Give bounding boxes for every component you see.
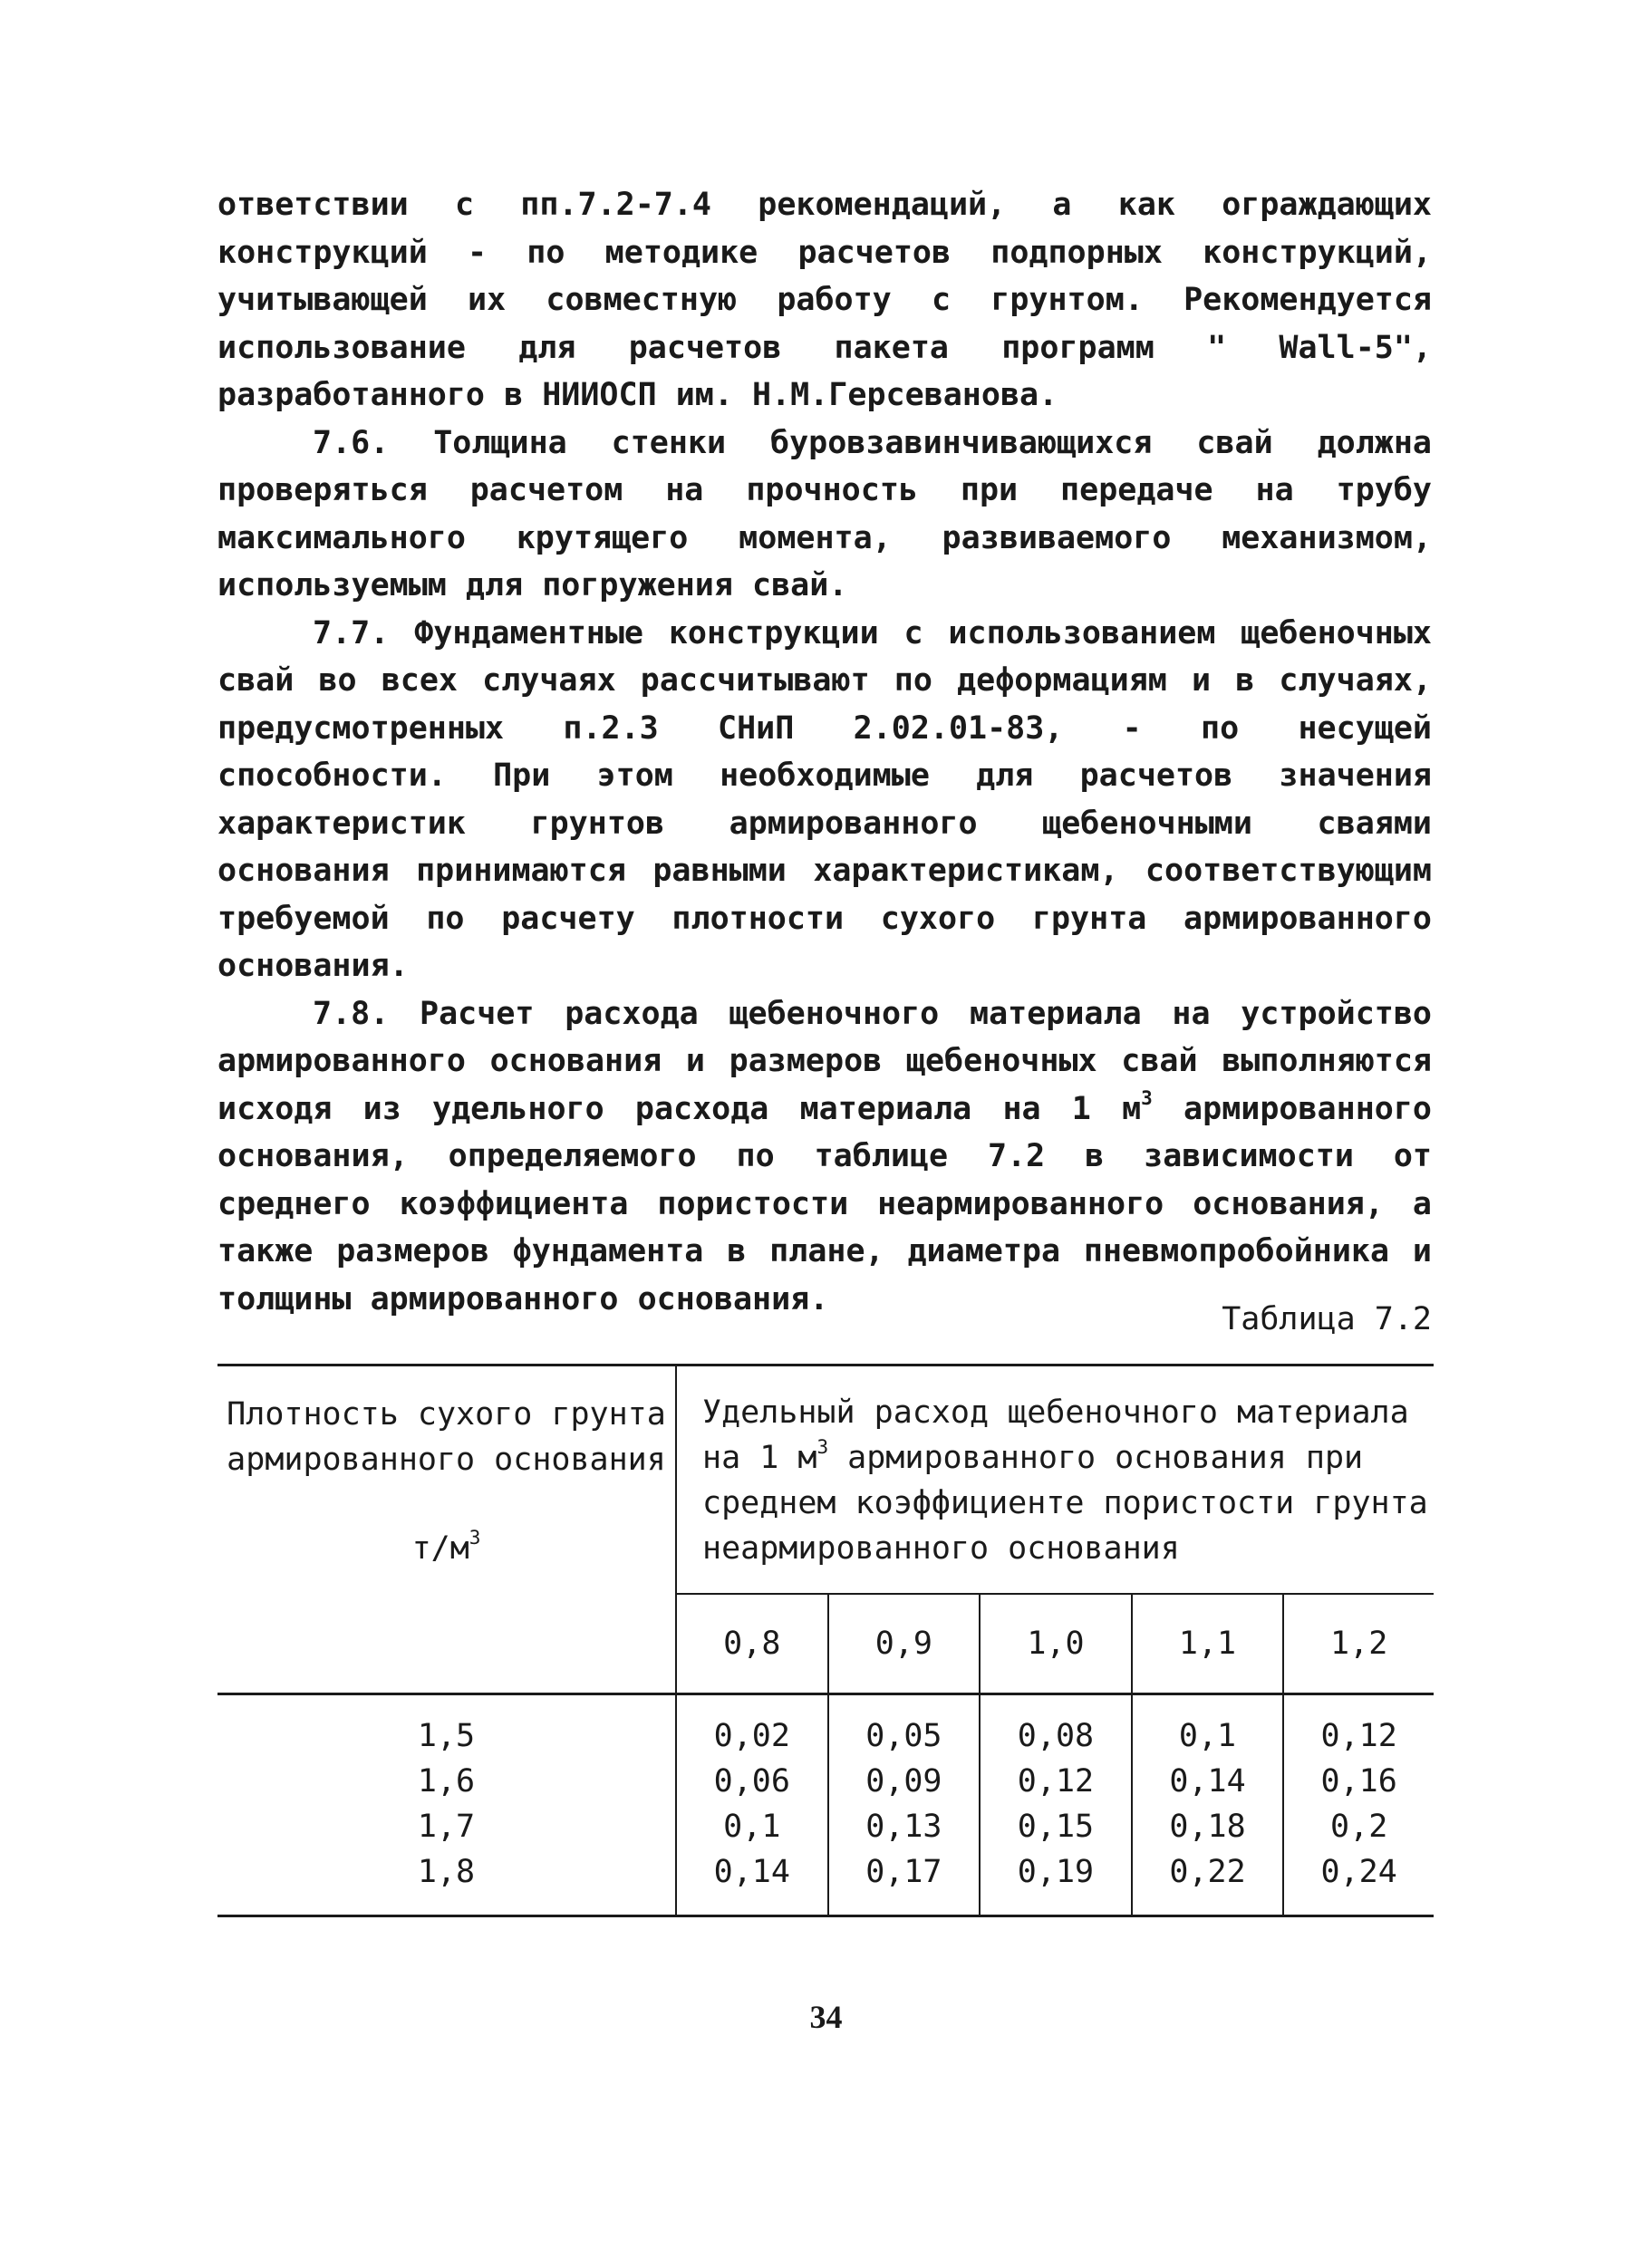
value-cell: 0,16 [1320, 1763, 1397, 1800]
value-cell: 0,1 [676, 1804, 828, 1849]
paragraph-7-8 [217, 990, 1432, 1324]
value-cell: 0,14 [1132, 1759, 1284, 1804]
paragraph-7-6: 7.6. Толщина стенки буровзавинчивающихся свай должна проверяться расчетом на прочность при передаче на трубу максимального крутящего момента, развиваемого механизмом, используемым для погружения свай. [217, 424, 1432, 603]
table-row [217, 1759, 1434, 1804]
table-row [217, 1694, 1434, 1760]
page-number: 34 [809, 1999, 843, 2035]
value-cell: 0,06 [676, 1759, 828, 1804]
value-cell: 0,1 [1132, 1694, 1284, 1760]
value-cell: 0,05 [828, 1694, 981, 1760]
value-cell: 0,12 [1320, 1718, 1397, 1754]
density-cell: 1,5 [217, 1694, 676, 1760]
value-cell: 0,08 [980, 1694, 1132, 1760]
value-cell: 0,12 [980, 1759, 1132, 1804]
value-cell: 0,17 [828, 1849, 981, 1916]
porosity-col-header: 0,9 [828, 1594, 981, 1694]
value-cell: 0,15 [980, 1804, 1132, 1849]
density-header-line-2: армированного основания [227, 1442, 666, 1478]
density-unit [217, 1526, 675, 1571]
porosity-col-header: 1,1 [1132, 1594, 1284, 1694]
consumption-header-part1: Удельный расход щебеночного материала на 1 м [702, 1394, 1409, 1476]
superscript-cubic: 3 [1141, 1086, 1153, 1109]
paragraph-continuation: ответствии с пп.7.2-7.4 рекомендаций, а как ограждающих конструкций - по методике расчетов подпорных конструкций, учитывающей их совместную работу с грунтом. Рекомендуется использование для расчетов пакета программ " Wall-5", разработанного в НИИОСП им. Н.М.Герсеванова. [217, 187, 1432, 413]
value-cell: 0,18 [1132, 1804, 1284, 1849]
density-unit-superscript: 3 [469, 1527, 481, 1549]
paragraph-7-8-part2: армированного основания, определяемого по таблице 7.2 в зависимости от среднего коэффициента пористости неармированного основания, а также размеров фундамента в плане, диаметра пневмопробойника и толщины армированного основания. [217, 1090, 1432, 1317]
table-row [217, 1804, 1434, 1849]
value-cell: 0,09 [828, 1759, 981, 1804]
porosity-col-header: 1,2 [1330, 1626, 1388, 1662]
paragraph-7-8-part1: 7.8. Расчет расхода щебеночного материала на устройство армированного основания и размеров щебеночных свай выполняются исходя из удельного расхода материала на 1 м [217, 995, 1432, 1127]
value-cell: 0,02 [676, 1694, 828, 1760]
body-text [217, 181, 1432, 1323]
density-cell: 1,6 [217, 1759, 676, 1804]
consumption-header [676, 1365, 1434, 1595]
density-header-line-1: Плотность сухого грунта [227, 1396, 666, 1433]
value-cell: 0,22 [1132, 1849, 1284, 1916]
table-caption: Таблица 7.2 [1222, 1301, 1432, 1337]
consumption-header-superscript: 3 [816, 1436, 829, 1459]
value-cell: 0,13 [828, 1804, 981, 1849]
table-row [217, 1849, 1434, 1916]
value-cell: 0,14 [676, 1849, 828, 1916]
consumption-header-part2: армированного основания при среднем коэффициенте пористости грунта неармированного основания [702, 1440, 1428, 1567]
table-header-row [217, 1365, 1434, 1595]
porosity-col-header: 0,8 [676, 1594, 828, 1694]
density-cell: 1,7 [217, 1804, 676, 1849]
value-cell: 0,24 [1320, 1854, 1397, 1890]
density-cell: 1,8 [217, 1849, 676, 1916]
value-cell: 0,2 [1330, 1809, 1388, 1845]
paragraph-7-7: 7.7. Фундаментные конструкции с использованием щебеночных свай во всех случаях рассчитывают по деформациям и в случаях, предусмотренных п.2.3 СНиП 2.02.01-83, - по несущей способности. При этом необходимые для расчетов значения характеристик грунтов армированного щебеночными сваями основания принимаются равными характеристикам, соответствующим требуемой по расчету плотности сухого грунта армированного основания. [217, 614, 1432, 984]
value-cell: 0,19 [980, 1849, 1132, 1916]
density-header [217, 1365, 676, 1694]
density-unit-base: т/м [411, 1530, 469, 1567]
porosity-col-header: 1,0 [980, 1594, 1132, 1694]
consumption-table [217, 1364, 1434, 1917]
